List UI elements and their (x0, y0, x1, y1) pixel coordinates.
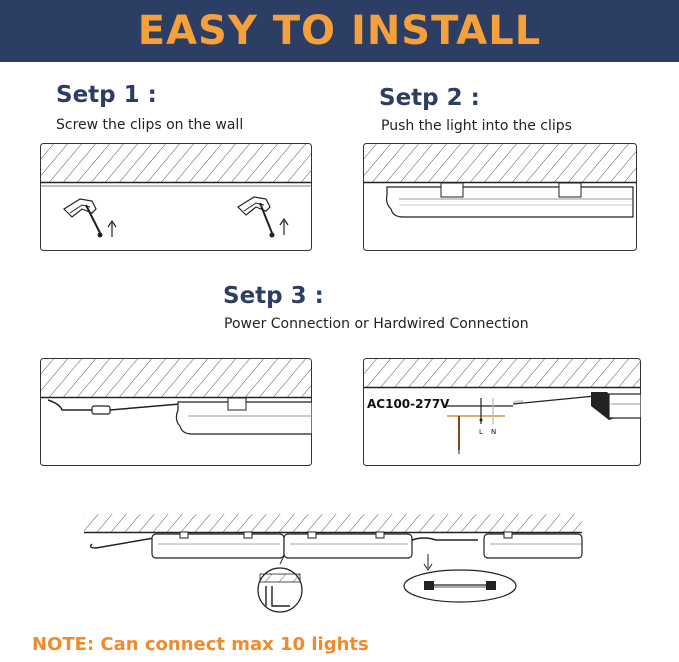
max-lights-note: NOTE: Can connect max 10 lights (32, 634, 369, 655)
linking-cable (412, 538, 478, 540)
voltage-label: AC100-277V (367, 397, 450, 411)
power-cord-illustration (40, 358, 312, 466)
terminal-n-label: N (491, 428, 497, 436)
step-1-title: Setp 1 : (56, 82, 157, 108)
hardwired-illustration (363, 358, 641, 466)
led-tube-light (176, 398, 312, 434)
step-2-illustration (363, 143, 637, 251)
step-2-description: Push the light into the clips (381, 118, 572, 134)
step-3-description: Power Connection or Hardwired Connection (224, 316, 529, 332)
step-1-illustration (40, 143, 312, 251)
page-title: EASY TO INSTALL (137, 8, 542, 54)
connector-detail-magnifier (258, 556, 302, 612)
led-tube-light (152, 532, 284, 558)
inline-switch-icon (92, 406, 110, 414)
step-3-title: Setp 3 : (223, 283, 324, 309)
led-tube-light (387, 183, 634, 217)
terminal-l-label: L (479, 428, 483, 436)
linked-lights-illustration (84, 514, 584, 630)
header-banner (0, 0, 679, 62)
led-tube-light (484, 532, 582, 558)
led-tube-light (284, 532, 412, 558)
linking-cable-detail (404, 554, 516, 602)
power-cord (91, 538, 154, 548)
step-2-title: Setp 2 : (379, 85, 480, 111)
step-1-description: Screw the clips on the wall (56, 117, 244, 133)
